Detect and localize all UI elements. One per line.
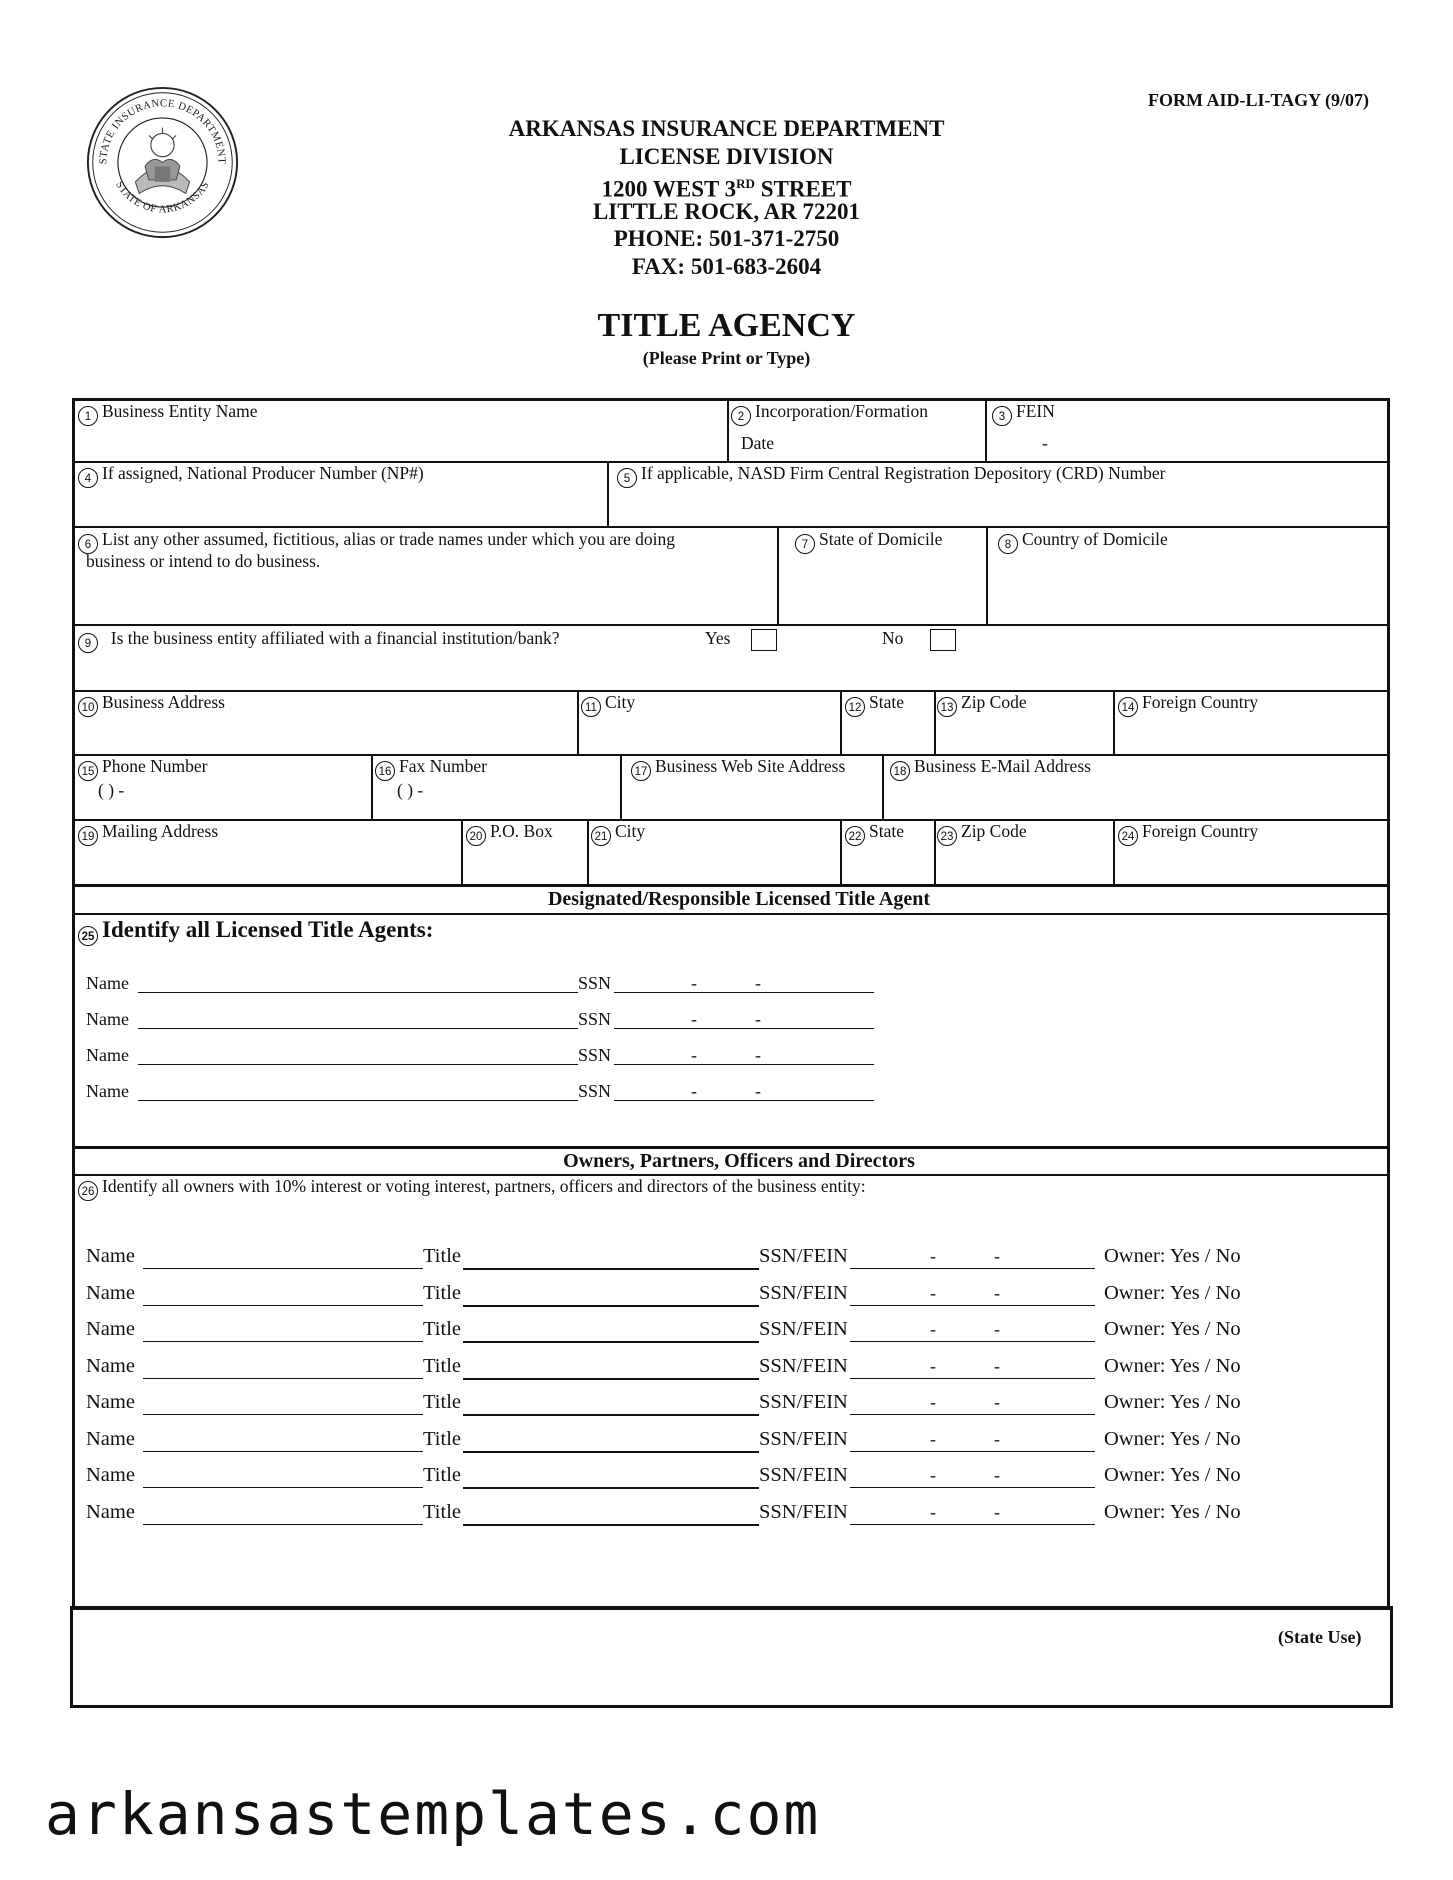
owner-name-label: Name — [86, 1318, 135, 1340]
owners-heading: 26 Identify all owners with 10% interest or voting interest, partners, officers and directors of the business entity: — [78, 1176, 866, 1201]
owner-yes-no[interactable]: Owner: Yes / No — [1104, 1500, 1241, 1523]
trade-names-label-2: business or intend to do business. — [86, 551, 321, 571]
state-use-label: (State Use) — [1278, 1627, 1362, 1647]
bank-yes-label: Yes — [705, 628, 731, 648]
owner-ssn-line[interactable] — [850, 1268, 1095, 1269]
division-name: LICENSE DIVISION — [619, 143, 834, 169]
agent-ssn-dash-1: - — [691, 1081, 697, 1101]
owner-name-label: Name — [86, 1281, 135, 1304]
web-site-label: 17 Business Web Site Address — [631, 756, 845, 781]
agent-name-line[interactable] — [138, 992, 578, 993]
owner-title-line[interactable] — [463, 1378, 759, 1380]
business-city-label: 11 City — [581, 692, 635, 717]
agents-section-title: Designated/Responsible Licensed Title Agent — [547, 888, 931, 910]
business-state-label: 12 State — [845, 692, 904, 717]
agent-ssn-label: SSN — [578, 1081, 612, 1101]
trade-names-label: 6 List any other assumed, fictitious, alias or trade names under which you are doing — [78, 529, 675, 554]
owner-title-label: Title — [423, 1500, 461, 1523]
owner-ssn-line[interactable] — [850, 1341, 1095, 1342]
agent-ssn-label: SSN — [578, 973, 612, 993]
owner-name-label: Name — [86, 1391, 135, 1413]
city-address: LITTLE ROCK, AR 72201 — [592, 198, 861, 224]
owner-name-label: Name — [86, 1464, 135, 1486]
owner-title-label: Title — [423, 1391, 461, 1413]
agent-name-line[interactable] — [138, 1028, 578, 1029]
po-box-label: 20 P.O. Box — [466, 821, 553, 846]
country-of-domicile-label: 8 Country of Domicile — [998, 529, 1168, 554]
owner-title-line[interactable] — [463, 1524, 759, 1526]
agent-ssn-dash-2: - — [755, 973, 761, 993]
owner-ssn-label: SSN/FEIN — [759, 1318, 848, 1340]
owner-ssn-label: SSN/FEIN — [759, 1354, 848, 1377]
site-watermark: arkansastemplates.com — [45, 1780, 821, 1848]
seal-bottom-text: STATE OF ARKANSAS — [113, 179, 212, 216]
owner-name-line[interactable] — [143, 1524, 423, 1525]
owner-ssn-label: SSN/FEIN — [759, 1245, 848, 1267]
owner-ssn-dash-1: - — [930, 1392, 936, 1412]
agent-ssn-line[interactable] — [614, 1064, 874, 1065]
owner-ssn-line[interactable] — [850, 1305, 1095, 1306]
agent-ssn-line[interactable] — [614, 1100, 874, 1101]
owner-ssn-dash-2: - — [994, 1392, 1000, 1412]
owner-ssn-dash-2: - — [994, 1465, 1000, 1485]
fax-number-label: 16 Fax Number — [375, 756, 487, 781]
agent-ssn-dash-1: - — [691, 1045, 697, 1065]
owner-title-line[interactable] — [463, 1487, 759, 1489]
email-label: 18 Business E-Mail Address — [890, 756, 1091, 781]
bank-yes-checkbox[interactable] — [751, 629, 777, 651]
street-address: 1200 WEST 3RD STREET — [601, 176, 852, 202]
owner-ssn-label: SSN/FEIN — [759, 1281, 848, 1304]
fein-separator: - — [1042, 433, 1048, 453]
owner-ssn-label: SSN/FEIN — [759, 1464, 848, 1486]
owner-ssn-dash-2: - — [994, 1501, 1000, 1522]
owner-yes-no[interactable]: Owner: Yes / No — [1104, 1391, 1241, 1413]
owner-name-line[interactable] — [143, 1414, 423, 1415]
owner-ssn-dash-1: - — [930, 1428, 936, 1449]
mailing-city-label: 21 City — [591, 821, 645, 846]
agent-ssn-label: SSN — [578, 1045, 612, 1065]
mailing-zip-label: 23 Zip Code — [937, 821, 1027, 846]
form-title: TITLE AGENCY — [597, 307, 856, 344]
agent-ssn-dash-2: - — [755, 1009, 761, 1029]
owner-ssn-dash-1: - — [930, 1282, 936, 1303]
owner-title-label: Title — [423, 1318, 461, 1340]
owner-ssn-line[interactable] — [850, 1524, 1095, 1525]
owner-ssn-line[interactable] — [850, 1451, 1095, 1452]
owner-yes-no[interactable]: Owner: Yes / No — [1104, 1281, 1241, 1304]
owner-ssn-dash-2: - — [994, 1282, 1000, 1303]
owner-ssn-dash-1: - — [930, 1465, 936, 1485]
owner-ssn-dash-1: - — [930, 1355, 936, 1376]
owner-ssn-line[interactable] — [850, 1487, 1095, 1488]
agent-name-line[interactable] — [138, 1100, 578, 1101]
state-of-domicile-label: 7 State of Domicile — [795, 529, 942, 554]
owner-name-line[interactable] — [143, 1487, 423, 1488]
incorporation-date-label-2: Date — [741, 433, 775, 453]
owner-yes-no[interactable]: Owner: Yes / No — [1104, 1464, 1241, 1486]
owner-ssn-label: SSN/FEIN — [759, 1500, 848, 1523]
owner-yes-no[interactable]: Owner: Yes / No — [1104, 1318, 1241, 1340]
owner-title-label: Title — [423, 1464, 461, 1486]
fein-label: 3 FEIN — [992, 401, 1055, 426]
owner-title-line[interactable] — [463, 1341, 759, 1343]
agent-ssn-dash-1: - — [691, 1009, 697, 1029]
owner-name-line[interactable] — [143, 1378, 423, 1379]
npn-label: 4 If assigned, National Producer Number (NP#) — [78, 463, 424, 488]
agent-name-label: Name — [86, 1045, 129, 1065]
owner-ssn-dash-1: - — [930, 1501, 936, 1522]
owner-ssn-dash-2: - — [994, 1246, 1000, 1266]
dept-name: ARKANSAS INSURANCE DEPARTMENT — [508, 116, 945, 141]
agent-name-label: Name — [86, 1081, 129, 1101]
owner-title-label: Title — [423, 1427, 461, 1450]
agent-ssn-line[interactable] — [614, 1028, 874, 1029]
business-address-label: 10 Business Address — [78, 692, 225, 717]
mailing-address-label: 19 Mailing Address — [78, 821, 218, 846]
phone-number-format: ( ) - — [98, 780, 125, 800]
fax-number-format: ( ) - — [397, 780, 424, 800]
mailing-state-label: 22 State — [845, 821, 904, 846]
owner-yes-no[interactable]: Owner: Yes / No — [1104, 1354, 1241, 1377]
phone-number-label: 15 Phone Number — [78, 756, 207, 781]
owner-name-label: Name — [86, 1500, 135, 1523]
owner-title-line[interactable] — [463, 1305, 759, 1307]
owner-ssn-label: SSN/FEIN — [759, 1427, 848, 1450]
agent-name-label: Name — [86, 973, 129, 993]
owner-name-line[interactable] — [143, 1451, 423, 1452]
owner-title-line[interactable] — [463, 1414, 759, 1416]
owner-yes-no[interactable]: Owner: Yes / No — [1104, 1245, 1241, 1267]
agent-ssn-dash-2: - — [755, 1081, 761, 1101]
owner-name-line[interactable] — [143, 1268, 423, 1269]
owner-ssn-dash-1: - — [930, 1246, 936, 1266]
owner-ssn-line[interactable] — [850, 1414, 1095, 1415]
bank-no-label: No — [882, 628, 904, 648]
owner-title-label: Title — [423, 1354, 461, 1377]
owner-ssn-dash-2: - — [994, 1428, 1000, 1449]
mailing-foreign-country-label: 24 Foreign Country — [1118, 821, 1258, 846]
owner-ssn-line[interactable] — [850, 1378, 1095, 1379]
agents-heading: 25 Identify all Licensed Title Agents: — [78, 916, 433, 946]
owner-name-line[interactable] — [143, 1341, 423, 1342]
owner-name-label: Name — [86, 1354, 135, 1377]
phone-number: PHONE: 501-371-2750 — [613, 226, 840, 251]
business-entity-name-label: 1 Business Entity Name — [78, 401, 258, 426]
form-subtitle: (Please Print or Type) — [642, 348, 811, 368]
owner-name-label: Name — [86, 1245, 135, 1267]
owner-ssn-dash-2: - — [994, 1355, 1000, 1376]
bank-no-checkbox[interactable] — [930, 629, 956, 651]
owner-yes-no[interactable]: Owner: Yes / No — [1104, 1427, 1241, 1450]
owner-title-label: Title — [423, 1281, 461, 1304]
bank-affiliation-question: 9 Is the business entity affiliated with a financial institution/bank? — [78, 628, 560, 653]
incorporation-date-label: 2 Incorporation/Formation — [731, 401, 928, 426]
owner-ssn-dash-1: - — [930, 1319, 936, 1339]
business-foreign-country-label: 14 Foreign Country — [1118, 692, 1258, 717]
owner-title-label: Title — [423, 1245, 461, 1267]
agent-name-label: Name — [86, 1009, 129, 1029]
agent-ssn-line[interactable] — [614, 992, 874, 993]
owner-ssn-dash-2: - — [994, 1319, 1000, 1339]
owner-title-line[interactable] — [463, 1451, 759, 1453]
agent-ssn-dash-1: - — [691, 973, 697, 993]
owner-name-line[interactable] — [143, 1305, 423, 1306]
crd-number-label: 5 If applicable, NASD Firm Central Registration Depository (CRD) Number — [617, 463, 1165, 488]
form-number: FORM AID-LI-TAGY (9/07) — [1148, 90, 1369, 110]
agent-ssn-label: SSN — [578, 1009, 612, 1029]
agent-ssn-dash-2: - — [755, 1045, 761, 1065]
business-zip-label: 13 Zip Code — [937, 692, 1027, 717]
seal-top-text: STATE INSURANCE DEPARTMENT — [98, 98, 227, 165]
agent-name-line[interactable] — [138, 1064, 578, 1065]
owners-section-title: Owners, Partners, Officers and Directors — [563, 1150, 915, 1172]
owner-ssn-label: SSN/FEIN — [759, 1391, 848, 1413]
owner-title-line[interactable] — [463, 1268, 759, 1270]
owner-name-label: Name — [86, 1427, 135, 1450]
fax-number: FAX: 501-683-2604 — [631, 253, 822, 279]
